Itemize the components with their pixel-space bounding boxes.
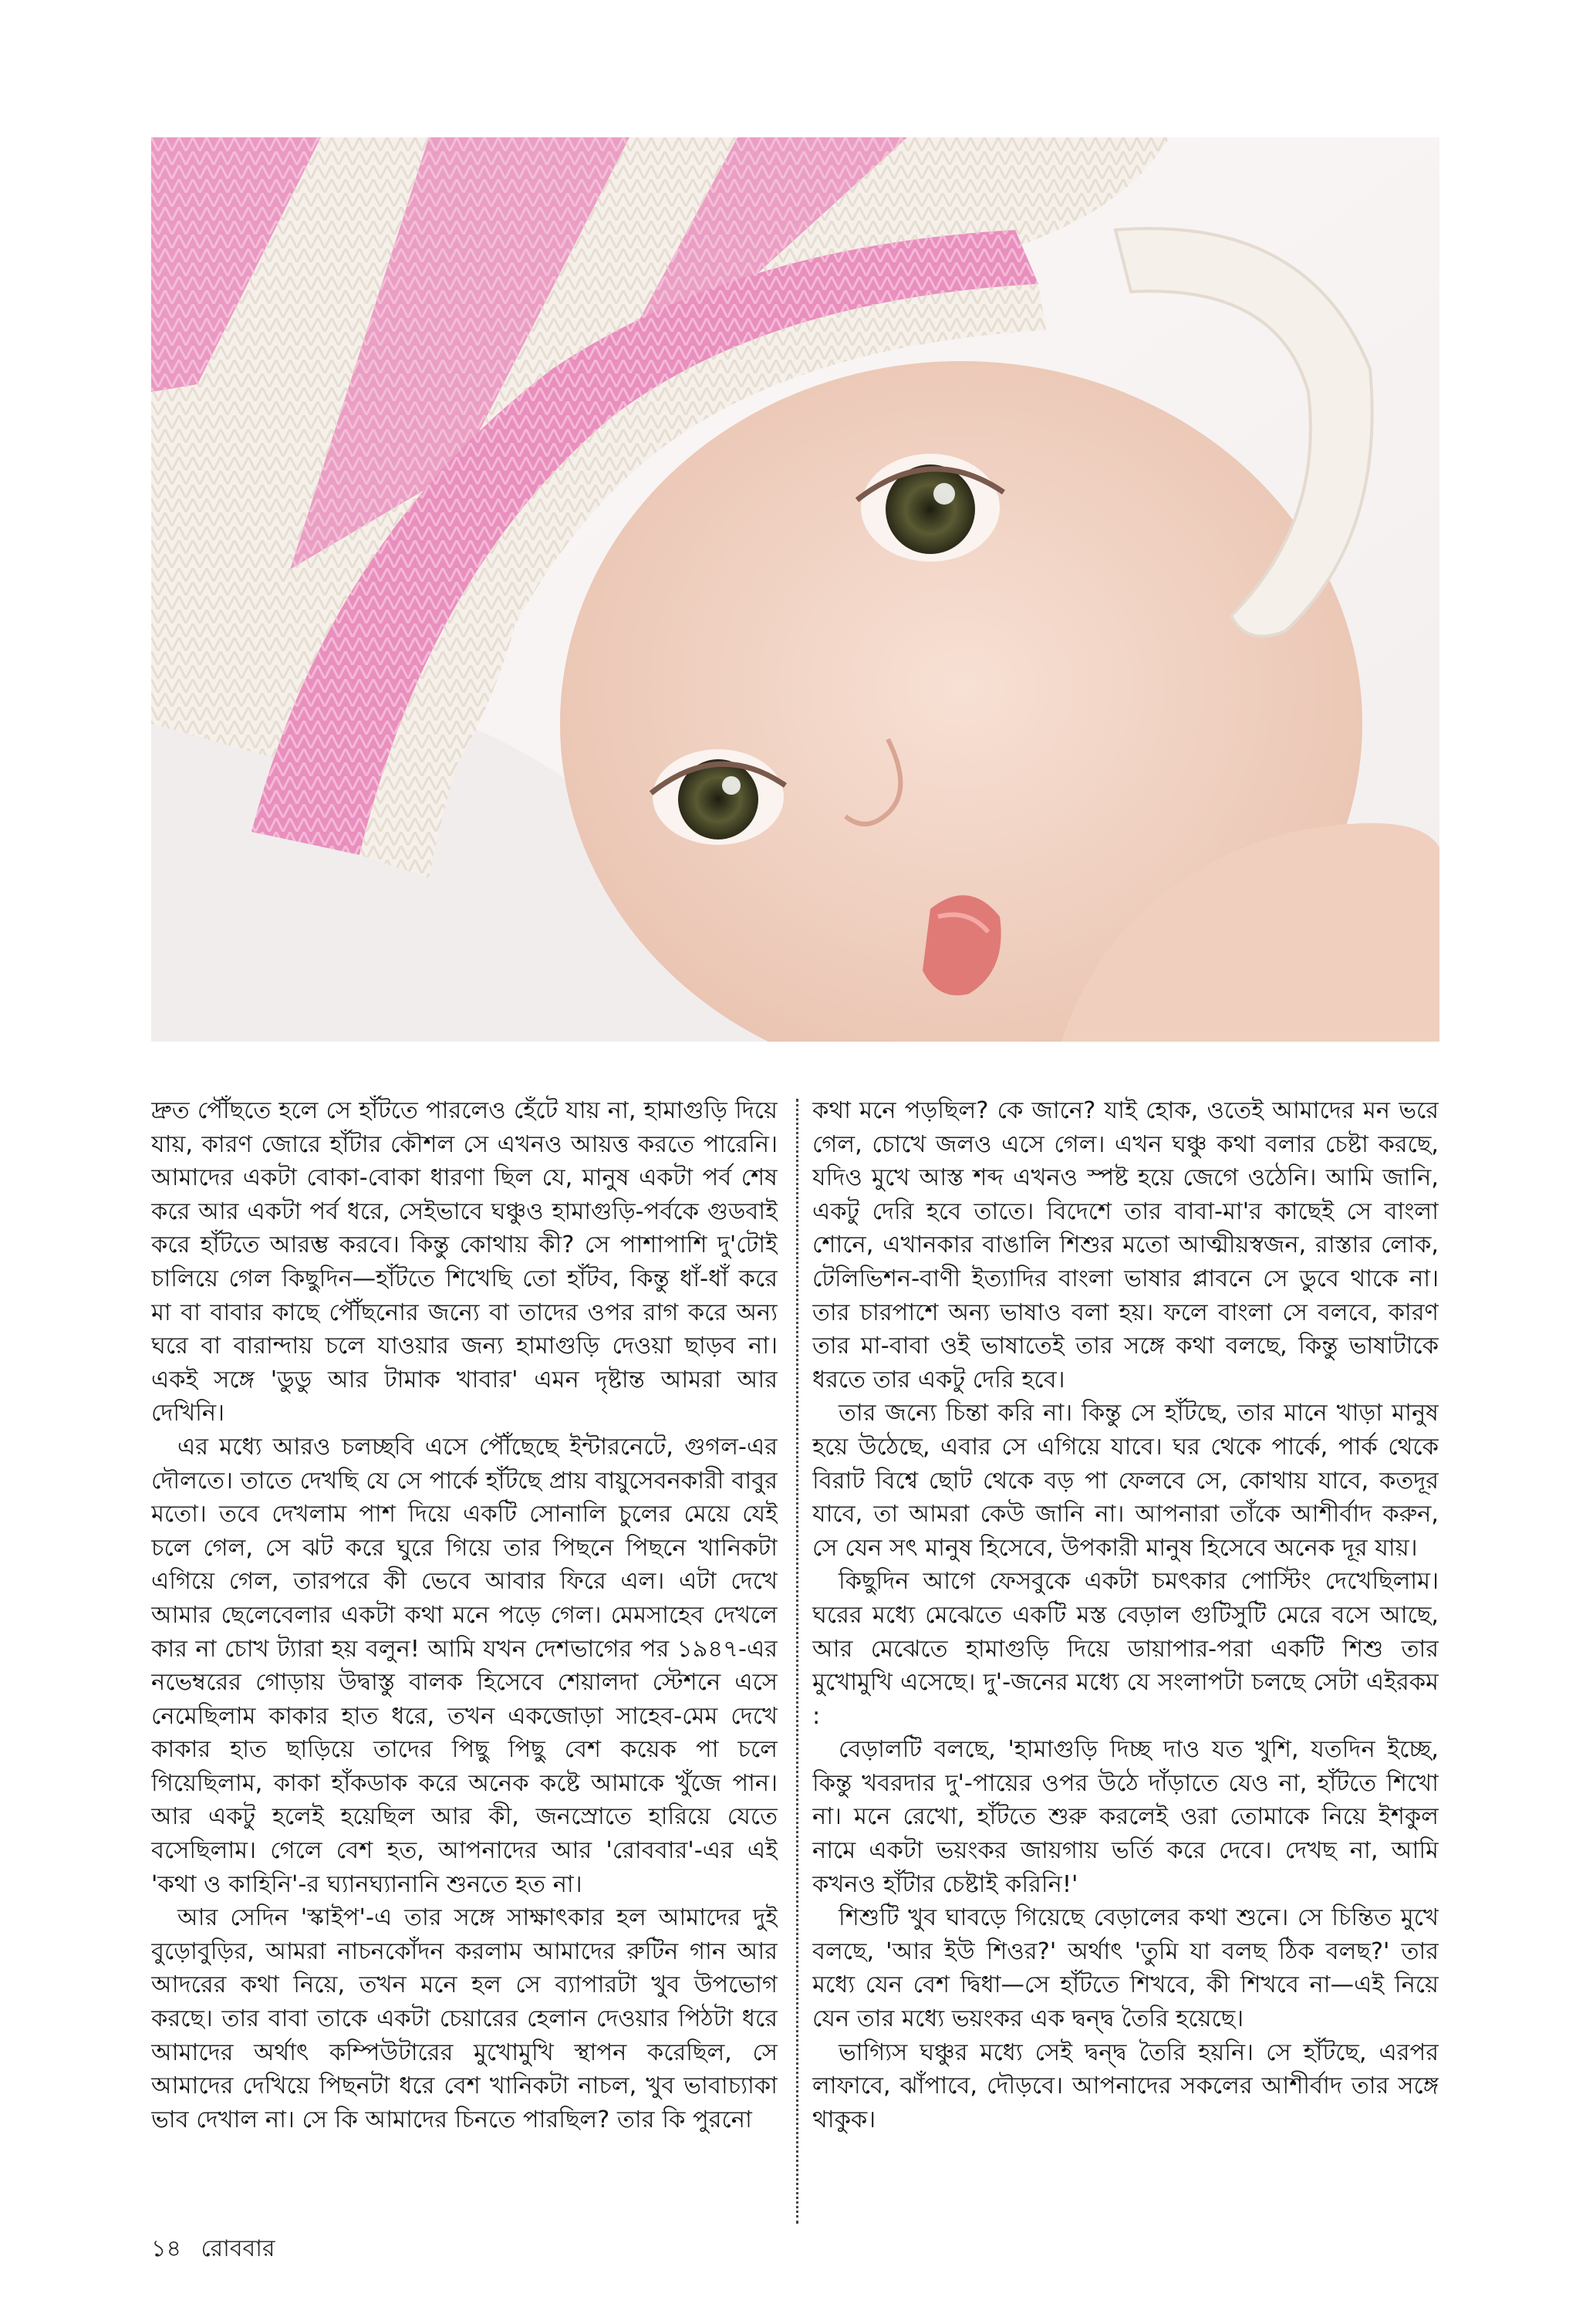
- paragraph: দ্রুত পৌঁছতে হলে সে হাঁটতে পারলেও হেঁটে যায় না, হামাগুড়ি দিয়ে যায়, কারণ জোরে হাঁটার কৌশল সে এখনও আয়ত্ত করতে পারেনি। আমাদের একটা বোকা-বোকা ধারণা ছিল যে, মানুষ একটা পর্ব শেষ করে আর একটা পর্ব ধরে, সেইভাবে ঘঞ্চুও হামাগুড়ি-পর্বকে গুডবাই করে হাঁটতে আরম্ভ করবে। কিন্তু কোথায় কী? সে পাশাপাশি দু'টোই চালিয়ে গেল কিছুদিন—হাঁটতে শিখেছি তো হাঁটব, কিন্তু ধাঁ-ধাঁ করে মা বা বাবার কাছে পৌঁছনোর জন্যে বা তাদের ওপর রাগ করে অন্য ঘরে বা বারান্দায় চলে যাওয়ার জন্য হামাগুড়ি দেওয়া ছাড়ব না। একই সঙ্গে 'ডুডু আর টামাক খাবার' এমন দৃষ্টান্ত আমরা আর দেখিনি।: [151, 1097, 778, 1427]
- paragraph: ভাগ্যিস ঘঞ্চুর মধ্যে সেই দ্বন্দ্ব তৈরি হয়নি। সে হাঁটছে, এরপর লাফাবে, ঝাঁপাবে, দৌড়বে। আপনাদের সকলের আশীর্বাদ তার সঙ্গে থাকুক।: [812, 2039, 1439, 2133]
- paragraph: বেড়ালটি বলছে, 'হামাগুড়ি দিচ্ছ দাও যত খুশি, যতদিন ইচ্ছে, কিন্তু খবরদার দু'-পায়ের ওপর উঠে দাঁড়াতে যেও না, হাঁটতে শিখো না। মনে রেখো, হাঁটতে শুরু করলেই ওরা তোমাকে নিয়ে ইশকুল নামে একটা ভয়ংকর জায়গায় ভর্তি করে দেবে। দেখছ না, আমি কখনও হাঁটার চেষ্টাই করিনি!': [812, 1736, 1439, 1898]
- baby-photo: [151, 137, 1439, 1042]
- paragraph: তার জন্যে চিন্তা করি না। কিন্তু সে হাঁটছে, তার মানে খাড়া মানুষ হয়ে উঠেছে, এবার সে এগিয়ে যাবে। ঘর থেকে পার্কে, পার্ক থেকে বিরাট বিশ্বে ছোট থেকে বড় পা ফেলবে সে, কোথায় যাবে, কতদূর যাবে, তা আমরা কেউ জানি না। আপনারা তাঁকে আশীর্বাদ করুন, সে যেন সৎ মানুষ হিসেবে, উপকারী মানুষ হিসেবে অনেক দূর যায়।: [812, 1400, 1439, 1562]
- paragraph: কথা মনে পড়ছিল? কে জানে? যাই হোক, ওতেই আমাদের মন ভরে গেল, চোখে জলও এসে গেল। এখন ঘঞ্চু কথা বলার চেষ্টা করছে, যদিও মুখে আস্ত শব্দ এখনও স্পষ্ট হয়ে জেগে ওঠেনি। আমি জানি, একটু দেরি হবে তাতে। বিদেশে তার বাবা-মা'র কাছেই সে বাংলা শোনে, এখানকার বাঙালি শিশুর মতো আত্মীয়স্বজন, রাস্তার লোক, টেলিভিশন-বাণী ইত্যাদির বাংলা ভাষার প্লাবনে সে ডুবে থাকে না। তার চারপাশে অন্য ভাষাও বলা হয়। ফলে বাংলা সে বলবে, কারণ তার মা-বাবা ওই ভাষাতেই তার সঙ্গে কথা বলছে, কিন্তু ভাষাটাকে ধরতে তার একটু দেরি হবে।: [812, 1097, 1439, 1393]
- article-column-right: [812, 1094, 1439, 2213]
- paragraph: আর সেদিন 'স্কাইপ'-এ তার সঙ্গে সাক্ষাৎকার হল আমাদের দুই বুড়োবুড়ির, আমরা নাচনকোঁদন করলাম আমাদের রুটিন গান আর আদরের কথা নিয়ে, তখন মনে হল সে ব্যাপারটা খুব উপভোগ করছে। তার বাবা তাকে একটা চেয়ারের হেলান দেওয়ার পিঠটা ধরে আমাদের অর্থাৎ কম্পিউটারের মুখোমুখি স্থাপন করেছিল, সে আমাদের দেখিয়ে পিছনটা ধরে বেশ খানিকটা নাচল, খুব ভাবাচ্যাকা ভাব দেখাল না। সে কি আমাদের চিনতে পারছিল? তার কি পুরনো: [151, 1904, 778, 2133]
- column-divider: [796, 1099, 798, 2224]
- article-column-left: [151, 1094, 778, 2213]
- paragraph: এর মধ্যে আরও চলচ্ছবি এসে পৌঁছেছে ইন্টারনেটে, গুগল-এর দৌলতে। তাতে দেখছি যে সে পার্কে হাঁটছে প্রায় বায়ুসেবনকারী বাবুর মতো। তবে দেখলাম পাশ দিয়ে একটি সোনালি চুলের মেয়ে যেই চলে গেল, সে ঝট করে ঘুরে গিয়ে তার পিছনে পিছনে খানিকটা এগিয়ে গেল, তারপরে কী ভেবে আবার ফিরে এল। এটা দেখে আমার ছেলেবেলার একটা কথা মনে পড়ে গেল। মেমসাহেব দেখলে কার না চোখ ট্যারা হয় বলুন! আমি যখন দেশভাগের পর ১৯৪৭-এর নভেম্বরের গোড়ায় উদ্বাস্তু বালক হিসেবে শেয়ালদা স্টেশনে এসে নেমেছিলাম কাকার হাত ধরে, তখন একজোড়া সাহেব-মেম দেখে কাকার হাত ছাড়িয়ে তাদের পিছু পিছু বেশ কয়েক পা চলে গিয়েছিলাম, কাকা হাঁকডাক করে অনেক কষ্টে আমাকে খুঁজে পান। আর একটু হলেই হয়েছিল আর কী, জনস্রোতে হারিয়ে যেতে বসেছিলাম। গেলে বেশ হত, আপনাদের আর 'রোববার'-এর এই 'কথা ও কাহিনি'-র ঘ্যানঘ্যানানি শুনতে হত না।: [151, 1433, 778, 1898]
- magazine-name: রোববার: [201, 2235, 275, 2262]
- paragraph: কিছুদিন আগে ফেসবুকে একটা চমৎকার পোস্টিং দেখেছিলাম। ঘরের মধ্যে মেঝেতে একটি মস্ত বেড়াল গুটিসুটি মেরে বসে আছে, আর মেঝেতে হামাগুড়ি দিয়ে ডায়াপার-পরা একটি শিশু তার মুখোমুখি এসেছে। দু'-জনের মধ্যে যে সংলাপটা চলছে সেটা এইরকম :: [812, 1568, 1439, 1730]
- page-footer: [151, 2234, 287, 2265]
- page-number: ১৪: [151, 2235, 181, 2262]
- baby-photo-illustration: [151, 137, 1439, 1042]
- paragraph: শিশুটি খুব ঘাবড়ে গিয়েছে বেড়ালের কথা শুনে। সে চিন্তিত মুখে বলছে, 'আর ইউ শিওর?' অর্থাৎ 'তুমি যা বলছ ঠিক বলছ?' তার মধ্যে যেন বেশ দ্বিধা—সে হাঁটতে শিখবে, কী শিখবে না—এই নিয়ে যেন তার মধ্যে ভয়ংকর এক দ্বন্দ্ব তৈরি হয়েছে।: [812, 1904, 1439, 2033]
